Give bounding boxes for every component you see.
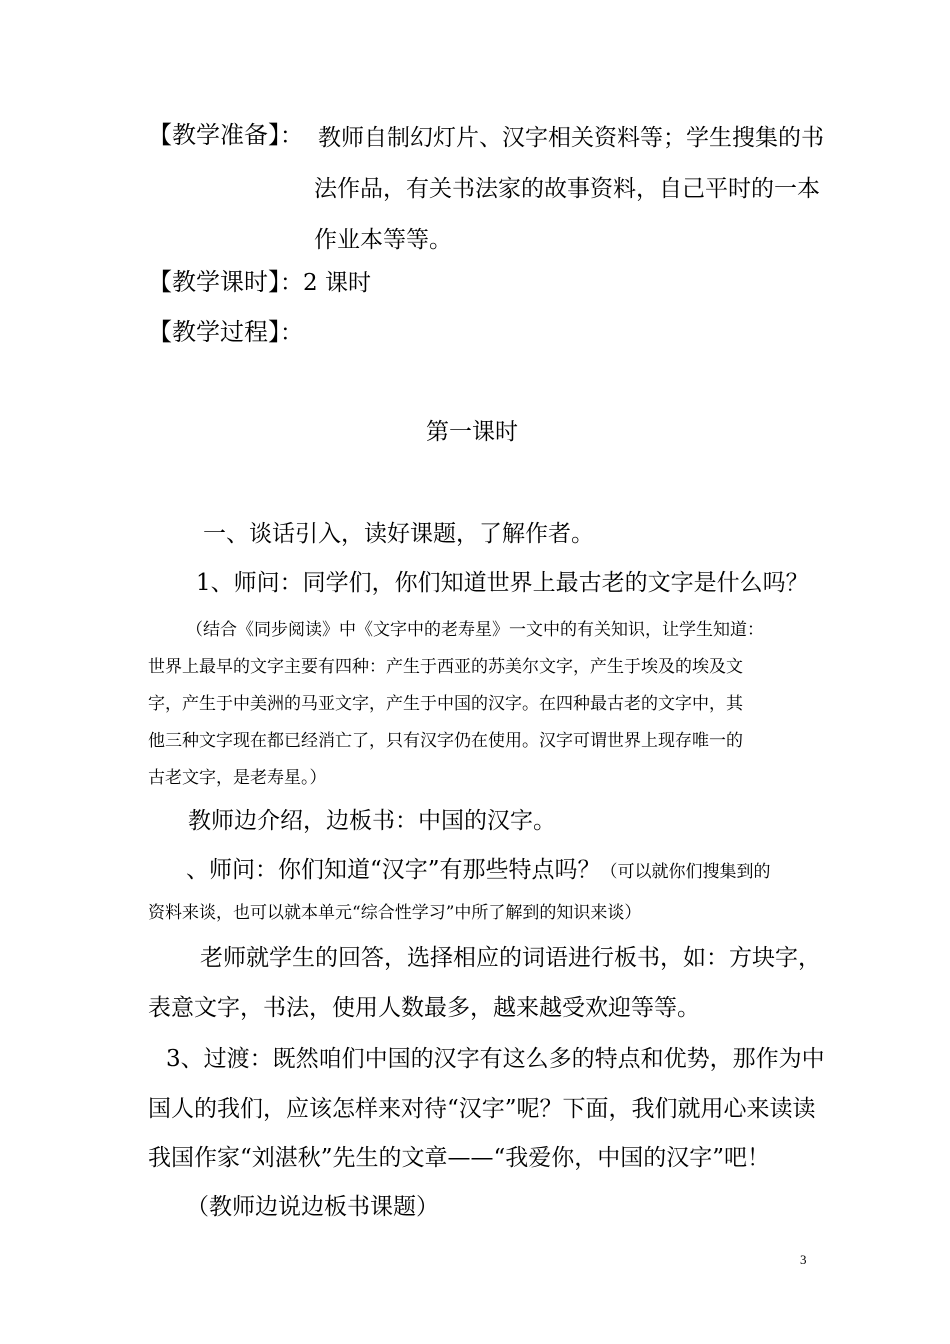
teaching-hours-value: 2 课时 — [303, 270, 371, 296]
paragraph-board-writing: 教师边介绍，边板书：中国的汉字。 — [188, 808, 556, 834]
paragraph-transition-line-2: 国人的我们，应该怎样来对待“汉字”呢？下面，我们就用心来读读 — [148, 1096, 816, 1122]
teaching-preparation-colon: ： — [280, 123, 303, 149]
teaching-hours-row — [148, 270, 371, 295]
note-line-4: 他三种文字现在都已经消亡了，只有汉字仍在使用。汉字可谓世界上现存唯一的 — [148, 731, 743, 751]
note-line-5: 古老文字，是老寿星。） — [148, 768, 327, 788]
note-line-1: （结合《同步阅读》中《文字中的老寿星》一文中的有关知识，让学生知道： — [186, 620, 764, 640]
question-2-main: 、师问：你们知道“汉字”有那些特点吗？ — [186, 857, 601, 883]
teaching-preparation-line-3: 作业本等等。 — [314, 227, 452, 253]
teaching-preparation-row — [148, 123, 303, 148]
question-2-note-start: （可以就你们搜集到的 — [600, 862, 771, 882]
teaching-process-row — [148, 320, 303, 345]
teaching-process-label: 【教学过程】 — [148, 318, 280, 346]
teaching-preparation-line-1: 教师自制幻灯片、汉字相关资料等；学生搜集的书 — [318, 125, 824, 151]
note-line-3: 字，产生于中美洲的马亚文字，产生于中国的汉字。在四种最古老的文字中，其 — [148, 694, 743, 714]
teaching-preparation-label: 【教学准备】 — [148, 121, 280, 149]
question-2-note-end: 资料来谈，也可以就本单元“综合性学习”中所了解到的知识来谈） — [148, 903, 642, 923]
teaching-hours-colon: ： — [280, 270, 303, 296]
teaching-preparation-line-2: 法作品，有关书法家的故事资料，自己平时的一本 — [314, 176, 820, 202]
paragraph-transition-line-3: 我国作家“刘湛秋”先生的文章——“我爱你，中国的汉字”吧！ — [148, 1145, 771, 1171]
paragraph-transition-line-1: 3、过渡：既然咱们中国的汉字有这么多的特点和优势，那作为中 — [166, 1046, 825, 1072]
note-line-2: 世界上最早的文字主要有四种：产生于西亚的苏美尔文字，产生于埃及的埃及文 — [148, 657, 743, 677]
paragraph-question-1: 1、师问：同学们，你们知道世界上最古老的文字是什么吗？ — [196, 570, 809, 596]
paragraph-intro: 一、谈话引入，读好课题，了解作者。 — [203, 521, 594, 547]
paragraph-answers-line-1: 老师就学生的回答，选择相应的词语进行板书，如：方块字， — [200, 945, 821, 971]
page-number: 3 — [800, 1252, 807, 1267]
paragraph-answers-line-2: 表意文字，书法，使用人数最多，越来越受欢迎等等。 — [148, 995, 700, 1021]
paragraph-question-2 — [186, 859, 771, 882]
teaching-process-colon: ： — [280, 320, 303, 346]
teaching-hours-label: 【教学课时】 — [148, 268, 280, 296]
paragraph-board-title: （教师边说边板书课题） — [186, 1194, 439, 1220]
section-title: 第一课时 — [426, 419, 518, 445]
